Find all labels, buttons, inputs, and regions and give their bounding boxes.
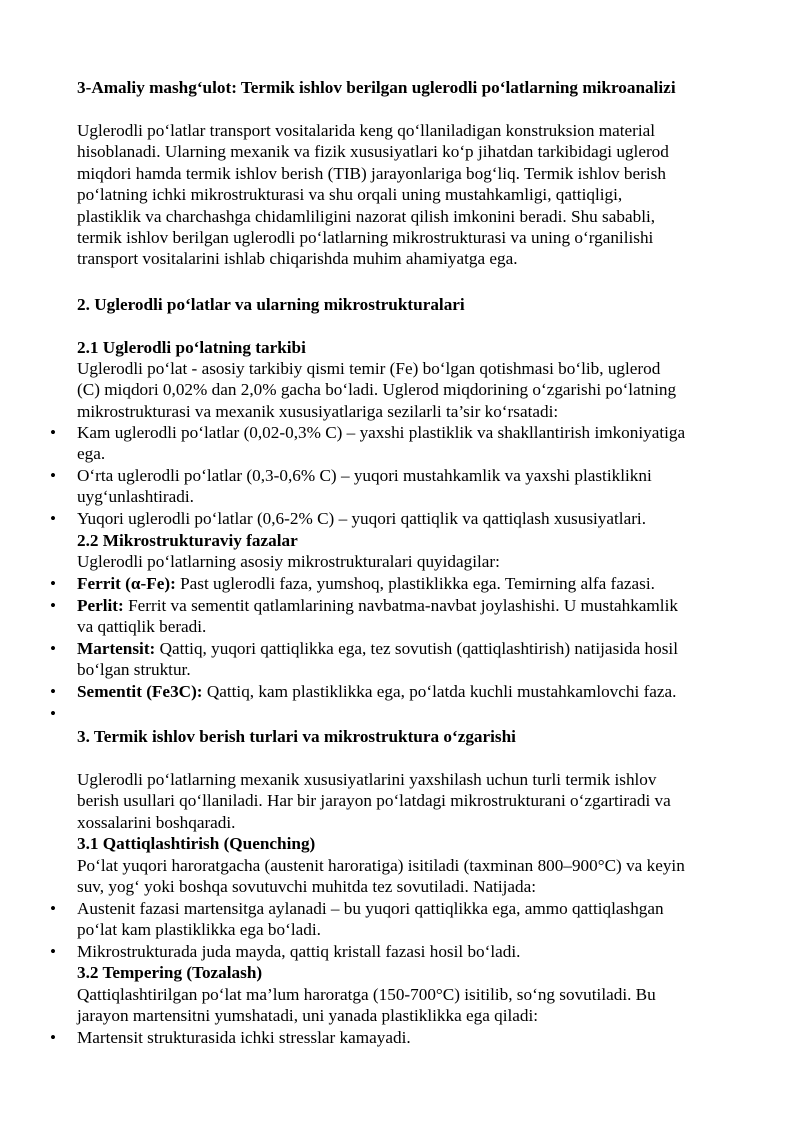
list-item xyxy=(50,465,757,508)
list-item-line: Mikrostrukturada juda mayda, qattiq kristall fazasi hosil bo‘ladi. xyxy=(77,942,521,961)
term-description: Qattiq, yuqori qattiqlikka ega, tez sovutish (qattiqlashtirish) natijasida hosil xyxy=(155,639,678,658)
bullet-icon: • xyxy=(50,899,57,918)
term-description: Ferrit va sementit qatlamlarining navbatma-navbat joylashishi. U mustahkamlik xyxy=(123,596,678,615)
paragraph-line: jarayon martensitni yumshatadi, uni yanada plastiklikka ega qiladi: xyxy=(77,1006,539,1026)
bullet-icon: • xyxy=(50,639,57,658)
section-3-1-paragraph xyxy=(77,855,757,898)
intro-paragraph xyxy=(77,120,757,270)
list-item xyxy=(50,422,757,465)
list-item-line: ega. xyxy=(77,444,106,464)
term-label: Perlit: xyxy=(77,596,124,615)
section-2-2-paragraph: Uglerodli po‘latlarning asosiy mikrostrukturalari quyidagilar: xyxy=(77,552,500,571)
term-description: Qattiq, kam plastiklikka ega, po‘latda kuchli mustahkamlovchi faza. xyxy=(202,682,677,701)
bullet-icon: • xyxy=(50,942,57,961)
list-item xyxy=(50,595,757,638)
bullet-icon: • xyxy=(50,574,57,593)
paragraph-line: (C) miqdori 0,02% dan 2,0% gacha bo‘ladi. Uglerod miqdorining o‘zgarishi po‘latning xyxy=(77,380,677,400)
list-item-line: O‘rta uglerodli po‘latlar (0,3-0,6% C) – yuqori mustahkamlik va yaxshi plastiklikni xyxy=(77,466,652,485)
term-label: Ferrit (α-Fe): xyxy=(77,574,176,593)
list-item-line: Martensit strukturasida ichki stresslar kamayadi. xyxy=(77,1028,411,1047)
term-description: Past uglerodli faza, yumshoq, plastiklikka ega. Temirning alfa fazasi. xyxy=(175,574,655,593)
intro-line: po‘latning ichki mikrostrukturasi va shu orqali uning mustahkamligi, qattiqligi, xyxy=(77,185,623,205)
bullet-icon: • xyxy=(50,704,57,723)
bullet-icon: • xyxy=(50,682,57,701)
paragraph-line: Uglerodli po‘latlarning mexanik xususiyatlarini yaxshilash uchun turli termik ishlov xyxy=(77,770,657,789)
list-item-line: po‘lat kam plastiklikka ega bo‘ladi. xyxy=(77,920,321,940)
section-2-2-heading: 2.2 Mikrostrukturaviy fazalar xyxy=(77,531,298,550)
section-3-heading: 3. Termik ishlov berish turlari va mikrostruktura o‘zgarishi xyxy=(77,727,516,746)
paragraph-line: xossalarini boshqaradi. xyxy=(77,812,236,832)
list-item xyxy=(50,508,757,529)
term-description: bo‘lgan struktur. xyxy=(77,660,191,680)
section-2-1-paragraph xyxy=(77,358,757,422)
intro-line: miqdori hamda termik ishlov berish (TIB) jarayonlariga bog‘liq. Termik ishlov berish xyxy=(77,163,666,183)
list-item-line: Austenit fazasi martensitga aylanadi – bu yuqori qattiqlikka ega, ammo qattiqlashgan xyxy=(77,899,664,918)
section-3-paragraph xyxy=(77,769,757,833)
paragraph-line: Qattiqlashtirilgan po‘lat ma’lum haroratga (150-700°C) isitilib, so‘ng sovutiladi. Bu xyxy=(77,985,656,1004)
bullet-icon: • xyxy=(50,596,57,615)
list-item-line: uyg‘unlashtiradi. xyxy=(77,487,194,507)
intro-line: plastiklik va charchashga chidamliligini nazorat qilish imkonini beradi. Shu sababli, xyxy=(77,206,656,226)
section-2-heading: 2. Uglerodli po‘latlar va ularning mikrostrukturalari xyxy=(77,295,465,314)
list-item-line: Yuqori uglerodli po‘latlar (0,6-2% C) – yuqori qattiqlik va qattiqlash xususiyatlari. xyxy=(77,509,646,528)
term-label: Martensit: xyxy=(77,639,156,658)
term-description: va qattiqlik beradi. xyxy=(77,617,207,637)
intro-line: termik ishlov berilgan uglerodli po‘latlarning mikrostrukturasi va uning o‘rganilishi xyxy=(77,228,654,248)
section-3-2-paragraph xyxy=(77,984,757,1027)
list-item xyxy=(50,898,757,941)
paragraph-line: Po‘lat yuqori haroratgacha (austenit haroratiga) isitiladi (taxminan 800–900°C) va keyin xyxy=(77,856,685,875)
bullet-icon: • xyxy=(50,423,57,442)
paragraph-line: Uglerodli po‘lat - asosiy tarkibiy qismi temir (Fe) bo‘lgan qotishmasi bo‘lib, uglerod xyxy=(77,359,661,378)
term-label: Sementit (Fe3C): xyxy=(77,682,203,701)
intro-line: Uglerodli po‘latlar transport vositalarida keng qo‘llaniladigan konstruksion material xyxy=(77,121,656,140)
section-3-2-heading: 3.2 Tempering (Tozalash) xyxy=(77,963,263,982)
list-item xyxy=(50,573,757,594)
paragraph-line: mikrostrukturasi va mexanik xususiyatlariga sezilarli ta’sir ko‘rsatadi: xyxy=(77,401,559,421)
section-3-1-heading: 3.1 Qattiqlashtirish (Quenching) xyxy=(77,834,316,853)
section-2-1-heading: 2.1 Uglerodli po‘latning tarkibi xyxy=(77,338,306,357)
list-item xyxy=(50,638,757,681)
intro-line: hisoblanadi. Ularning mexanik va fizik xususiyatlari ko‘p jihatdan tarkibidagi uglerod xyxy=(77,142,669,162)
list-item-line: Kam uglerodli po‘latlar (0,02-0,3% C) – yaxshi plastiklik va shakllantirish imkoniyatiga xyxy=(77,423,686,442)
list-item xyxy=(50,941,757,962)
list-item xyxy=(50,1027,757,1048)
document-title: 3-Amaliy mashg‘ulot: Termik ishlov berilgan uglerodli po‘latlarning mikroanalizi xyxy=(77,78,676,97)
bullet-icon: • xyxy=(50,1028,57,1047)
bullet-icon: • xyxy=(50,466,57,485)
bullet-icon: • xyxy=(50,509,57,528)
intro-line: transport vositalarini ishlab chiqarishda muhim ahamiyatga ega. xyxy=(77,249,518,269)
paragraph-line: berish usullari qo‘llaniladi. Har bir jarayon po‘latdagi mikrostrukturani o‘zgartiradi va xyxy=(77,791,671,811)
paragraph-line: suv, yog‘ yoki boshqa sovutuvchi muhitda tez sovutiladi. Natijada: xyxy=(77,877,537,897)
list-item xyxy=(50,681,757,702)
